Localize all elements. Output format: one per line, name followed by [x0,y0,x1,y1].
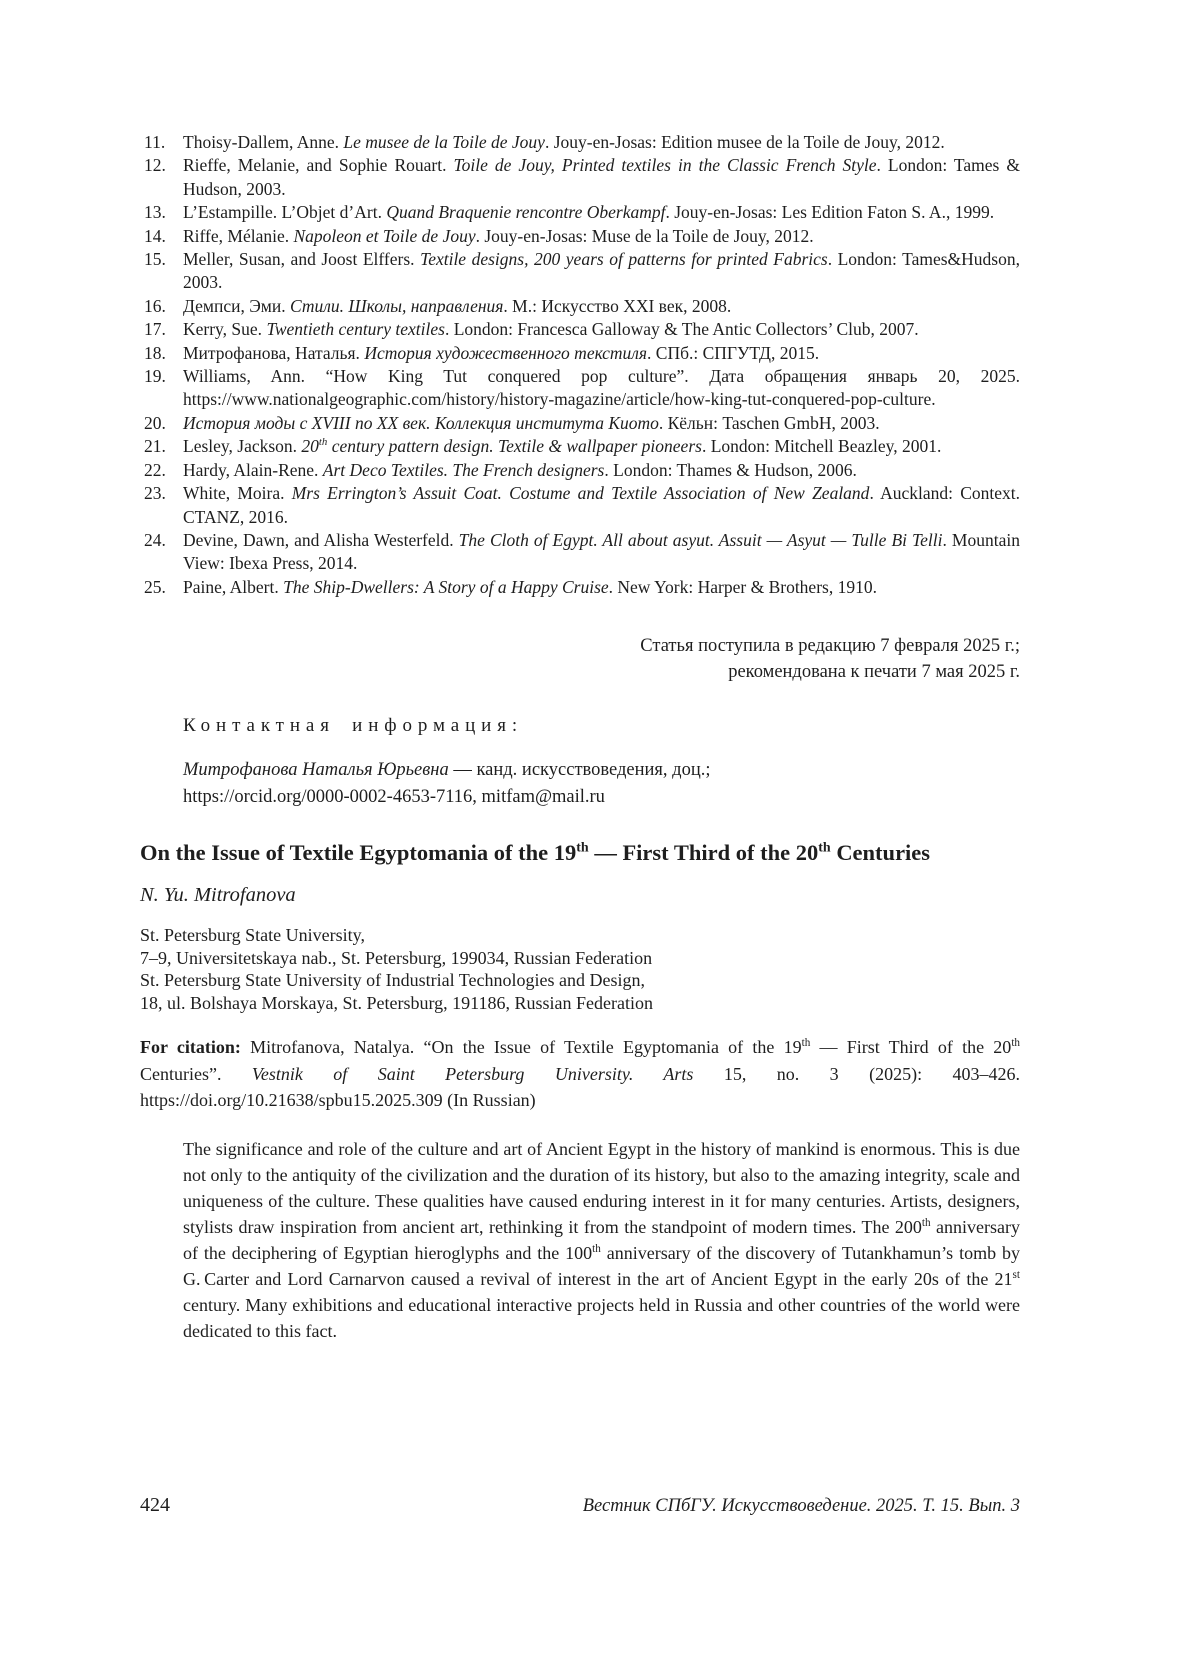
reference-text: Kerry, Sue. Twentieth century textiles. London: Francesca Galloway & The Antic Collectors’ Club, 2007. [183,319,919,340]
received-date-line: Статья поступила в редакцию 7 февраля 2025 г.; [640,636,1020,657]
reference-number: 12. [144,155,166,176]
reference-item [140,365,1020,412]
reference-item [140,201,1020,224]
author-name: N. Yu. Mitrofanova [140,884,296,907]
reference-item [140,248,1020,295]
reference-item [140,412,1020,435]
reference-item [140,459,1020,482]
accepted-date-line: рекомендована к печати 7 мая 2025 г. [728,662,1020,683]
reference-number: 14. [144,225,166,246]
reference-number: 21. [144,436,166,457]
reference-number: 13. [144,202,166,223]
reference-item [140,529,1020,576]
reference-text: Paine, Albert. The Ship-Dwellers: A Story of a Happy Cruise. New York: Harper & Brothers, 1910. [183,576,877,597]
reference-item [140,295,1020,318]
reference-item [140,576,1020,599]
reference-text: Meller, Susan, and Joost Elffers. Textile designs, 200 years of patterns for printed Fabrics. London: Tames&Hudson, 2003. [183,249,1020,293]
reference-item [140,342,1020,365]
reference-number: 25. [144,576,166,597]
reference-number: 23. [144,483,166,504]
reference-text: Rieffe, Melanie, and Sophie Rouart. Toile de Jouy, Printed textiles in the Classic French Style. London: Tames & Hudson, 2003. [183,155,1020,199]
reference-text: Williams, Ann. “How King Tut conquered pop culture”. Дата обращения январь 20, 2025. https://www.nationalgeographic.com/history/history-magazine/article/how-king-tut-conquered-pop-culture. [183,366,1020,410]
affiliation-line: 7–9, Universitetskaya nab., St. Petersburg, 199034, Russian Federation [140,947,653,968]
reference-number: 24. [144,529,166,550]
reference-number: 11. [144,132,166,152]
reference-item [140,482,1020,529]
reference-list [140,131,1020,599]
submission-dates [140,633,1020,685]
page-number: 424 [140,1494,170,1516]
page-footer [140,1494,1020,1517]
contact-orcid-email-line: https://orcid.org/0000-0002-4653-7116, mitfam@mail.ru [183,786,605,807]
contact-info [183,757,1020,810]
for-citation-block: For citation: Mitrofanova, Natalya. “On the Issue of Textile Egyptomania of the 19th — First Third of the 20th Centuries”. Vestnik of Saint Petersburg University. Arts 15, no. 3 (2025): 403–426. https://doi.org/10.21638/spbu15.2025.309 (In Russian) [140,1037,1020,1111]
reference-text: Riffe, Mélanie. Napoleon et Toile de Jouy. Jouy-en-Josas: Muse de la Toile de Jouy, 2012. [183,225,814,246]
affiliation-line: St. Petersburg State University, [140,925,365,946]
reference-text: Devine, Dawn, and Alisha Westerfeld. The Cloth of Egypt. All about asyut. Assuit — Asyut — Tulle Bi Telli. Mountain View: Ibexa Press, 2014. [183,529,1020,574]
affiliation-line: 18, ul. Bolshaya Morskaya, St. Petersburg, 191186, Russian Federation [140,992,653,1013]
reference-text: White, Moira. Mrs Errington’s Assuit Coat. Costume and Textile Association of New Zealand. Auckland: Context. CTANZ, 2016. [183,483,1020,527]
reference-text: L’Estampille. L’Objet d’Art. Quand Braquenie rencontre Oberkampf. Jouy-en-Josas: Les Edition Faton S. A., 1999. [183,202,995,223]
reference-text: Thoisy-Dallem, Anne. Le musee de la Toile de Jouy. Jouy-en-Josas: Edition musee de la Toile de Jouy, 2012. [183,132,945,152]
reference-item [140,318,1020,341]
page-content [140,0,1020,1516]
reference-text: Hardy, Alain-Rene. Art Deco Textiles. The French designers. London: Thames & Hudson, 2006. [183,459,857,480]
reference-text: Lesley, Jackson. 20th century pattern design. Textile & wallpaper pioneers. London: Mitchell Beazley, 2001. [183,436,942,457]
reference-number: 17. [144,319,166,340]
reference-number: 20. [144,412,166,433]
journal-footer-line: Вестник СПбГУ. Искусствоведение. 2025. Т. 15. Вып. 3 [582,1496,1020,1516]
abstract-paragraph: The significance and role of the culture and art of Ancient Egypt in the history of mankind is enormous. This is due not only to the antiquity of the civilization and the duration of its history, but also to the amazing integrity, scale and uniqueness of the culture. These qualities have caused enduring interest in it for many centuries. Artists, designers, stylists draw inspiration from ancient art, rethinking it from the standpoint of modern times. The 200th anniversary of the deciphering of Egyptian hieroglyphs and the 100th anniversary of the discovery of Tutankhamun’s tomb by G. Carter and Lord Carnarvon caused a revival of interest in the art of Ancient Egypt in the early 20s of the 21st century. Many exhibitions and educational interactive projects held in Russia and other countries of the world were dedicated to this fact. [183,1138,1020,1341]
reference-item [140,131,1020,154]
affiliation-line: St. Petersburg State University of Industrial Technologies and Design, [140,970,646,991]
contact-author-line: Митрофанова Наталья Юрьевна — канд. искусствоведения, доц.; [183,760,711,781]
reference-number: 22. [144,459,166,480]
reference-number: 15. [144,249,166,270]
article-title-en: On the Issue of Textile Egyptomania of the 19th — First Third of the 20th Centuries [140,840,931,866]
reference-item [140,435,1020,458]
affiliations-block [140,924,1020,1014]
reference-number: 18. [144,342,166,363]
reference-text: Демпси, Эми. Стили. Школы, направления. М.: Искусство XXI век, 2008. [183,295,732,316]
reference-text: Митрофанова, Наталья. История художественного текстиля. СПб.: СПГУТД, 2015. [183,342,820,363]
reference-item [140,225,1020,248]
reference-number: 16. [144,295,166,316]
reference-number: 19. [144,366,166,387]
reference-item [140,154,1020,201]
contact-heading: Контактная информация: [183,715,524,737]
reference-text: История моды с XVIII по XX век. Коллекция института Киото. Кёльн: Taschen GmbH, 2003. [183,412,880,433]
